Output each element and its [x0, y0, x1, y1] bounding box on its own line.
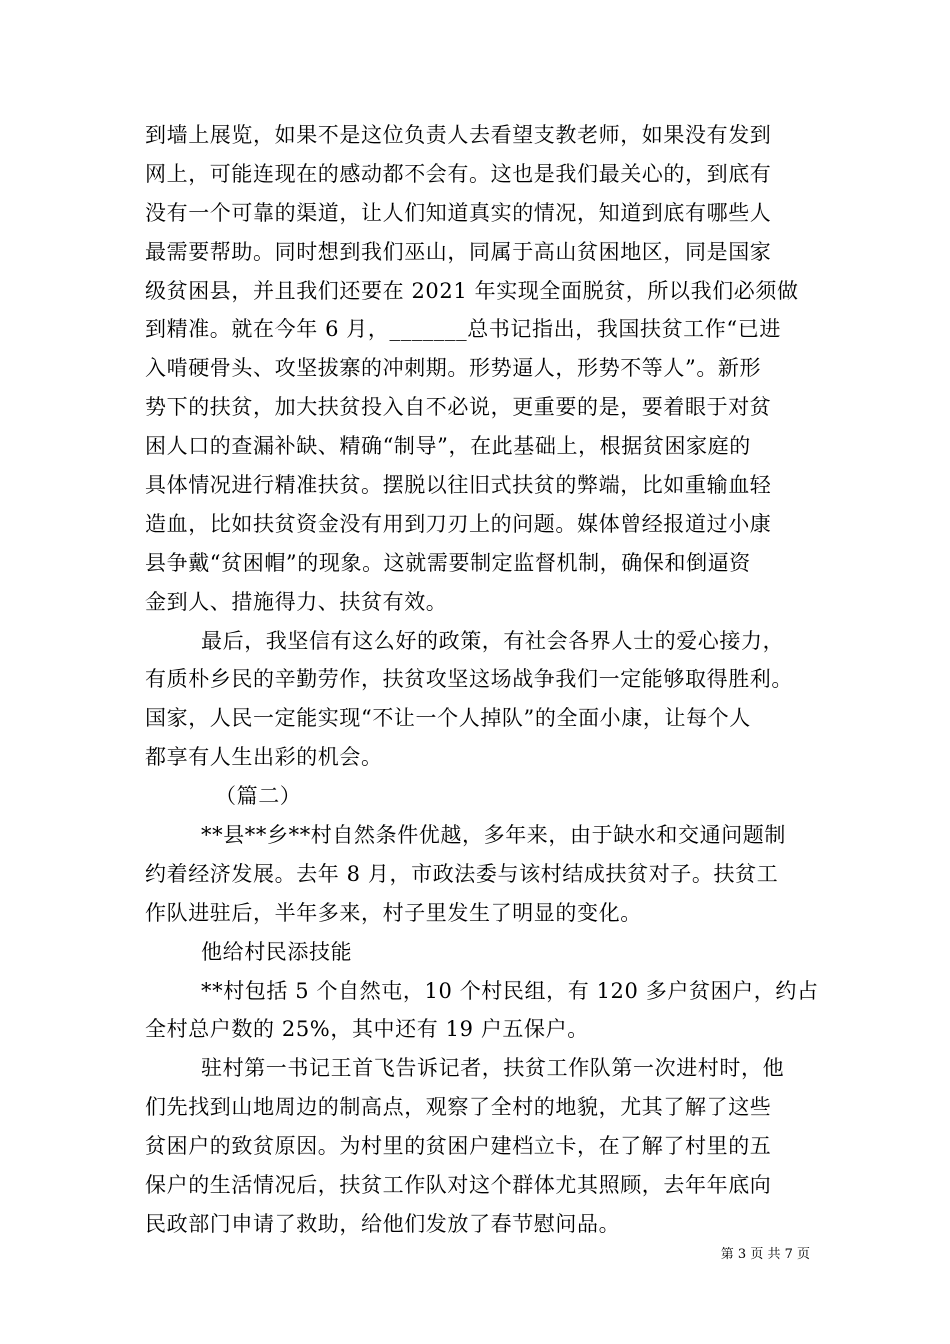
text-line: 网上，可能连现在的感动都不会有。这也是我们最关心的，到底有 — [145, 161, 772, 186]
text-line: 作队进驻后，半年多来，村子里发生了明显的变化。 — [145, 900, 642, 925]
text-line: 造血，比如扶贫资金没有用到刀刃上的问题。媒体曾经报道过小康 — [145, 511, 772, 536]
text-line: 困人口的查漏补缺、精确“制导”，在此基础上，根据贫困家庭的 — [145, 434, 751, 459]
subheading: 他给村民添技能 — [201, 939, 353, 964]
paragraph-start-line: **村包括 5 个自然屯，10 个村民组，有 120 多户贫困户，约占 — [201, 978, 819, 1003]
text-line: 约着经济发展。去年 8 月，市政法委与该村结成扶贫对子。扶贫工 — [145, 861, 779, 886]
text-line: 县争戴“贫困帽”的现象。这就需要制定监督机制，确保和倒逼资 — [145, 550, 751, 575]
paragraph-start-line: 最后，我坚信有这么好的政策，有社会各界人士的爱心接力， — [201, 628, 785, 653]
text-line: 金到人、措施得力、扶贫有效。 — [145, 589, 448, 614]
page-number: 第 3 页 共 7 页 — [720, 1247, 810, 1262]
text-line: 国家，人民一定能实现“不让一个人掉队”的全面小康，让每个人 — [145, 706, 751, 731]
section-heading: （篇二） — [215, 784, 302, 809]
text-line: 到墙上展览，如果不是这位负责人去看望支教老师，如果没有发到 — [145, 123, 772, 147]
text-line: 级贫困县，并且我们还要在 2021 年实现全面脱贫，所以我们必须做 — [145, 278, 799, 303]
text-line: 具体情况进行精准扶贫。摆脱以往旧式扶贫的弊端，比如重输血轻 — [145, 473, 772, 498]
text-line: 们先找到山地周边的制高点，观察了全村的地貌，尤其了解了这些 — [145, 1095, 772, 1120]
text-line: 民政部门申请了救助，给他们发放了春节慰问品。 — [145, 1211, 621, 1236]
text-line: 都享有人生出彩的机会。 — [145, 745, 383, 770]
text-line: 全村总户数的 25%，其中还有 19 户五保户。 — [145, 1017, 589, 1042]
text-line: 保户的生活情况后，扶贫工作队对这个群体尤其照顾，去年年底向 — [145, 1173, 772, 1198]
paragraph-start-line: **县**乡**村自然条件优越，多年来，由于缺水和交通问题制 — [201, 823, 786, 848]
text-line: 到精准。就在今年 6 月，_______总书记指出，我国扶贫工作“已进 — [145, 317, 781, 342]
text-line: 入啃硬骨头、攻坚拔寨的冲刺期。形势逼人，形势不等人”。新形 — [145, 356, 762, 381]
body-text — [145, 116, 819, 1244]
text-line: 贫困户的致贫原因。为村里的贫困户建档立卡，在了解了村里的五 — [145, 1134, 772, 1159]
text-line: 有质朴乡民的辛勤劳作，扶贫攻坚这场战争我们一定能够取得胜利。 — [145, 667, 793, 692]
text-line: 势下的扶贫，加大扶贫投入自不必说，更重要的是，要着眼于对贫 — [145, 395, 772, 420]
text-line: 没有一个可靠的渠道，让人们知道真实的情况，知道到底有哪些人 — [145, 200, 772, 225]
paragraph-start-line: 驻村第一书记王首飞告诉记者，扶贫工作队第一次进村时，他 — [201, 1056, 785, 1081]
text-line: 最需要帮助。同时想到我们巫山，同属于高山贫困地区，同是国家 — [145, 239, 772, 264]
